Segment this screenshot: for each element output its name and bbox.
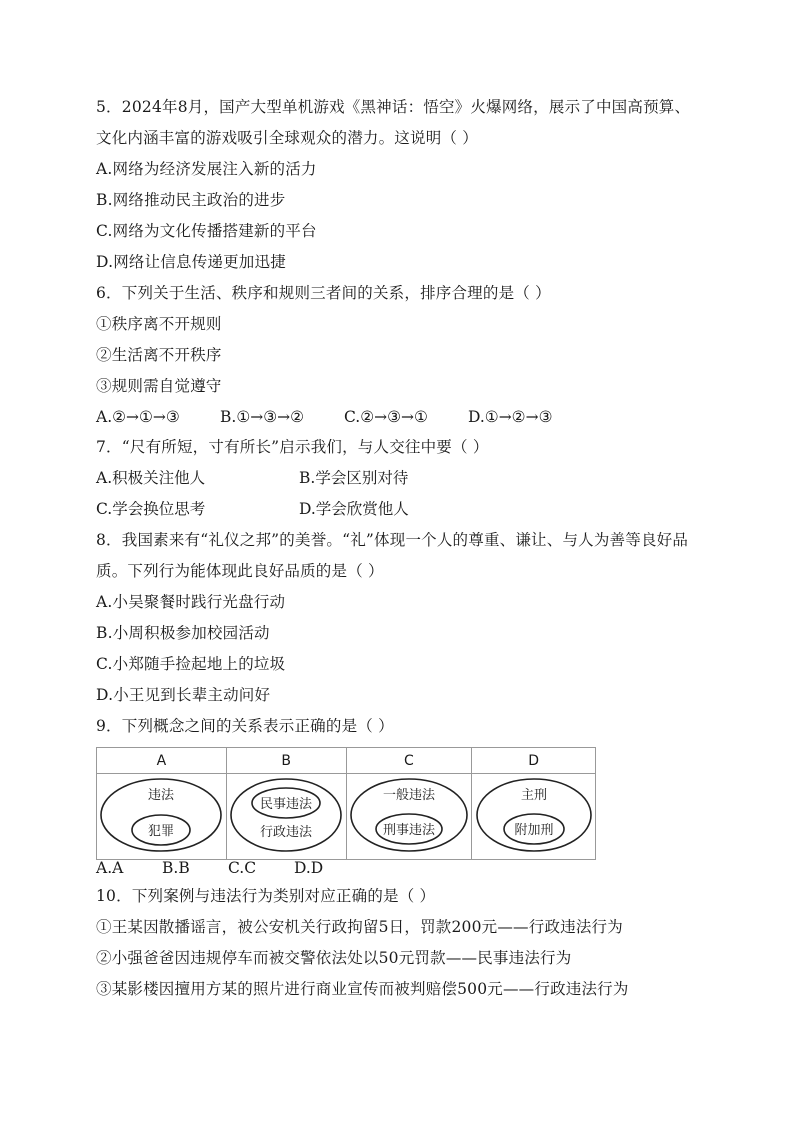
- q9-option-d: D.D: [294, 859, 324, 877]
- q9-option-b: B.B: [162, 859, 190, 877]
- q9-col-b-header: B: [226, 748, 346, 774]
- inner-label: 附加刑: [514, 822, 554, 838]
- inner-label: 民事违法: [260, 796, 313, 812]
- q9-stem: 9．下列概念之间的关系表示正确的是（ ）: [96, 717, 394, 735]
- q7-stem: 7．“尺有所短，寸有所长”启示我们，与人交往中要（ ）: [96, 438, 489, 456]
- q6-option-d: D.①→②→③: [468, 408, 553, 426]
- q9-diagram-d-svg: [473, 775, 595, 855]
- q9-concept-diagram-table: [96, 747, 596, 860]
- q7-option-c: C.学会换位思考: [96, 500, 206, 518]
- q8-option-a: A.小吴聚餐时践行光盘行动: [96, 593, 286, 611]
- q8-option-c: C.小郑随手捡起地上的垃圾: [96, 655, 286, 673]
- q7-option-b: B.学会区别对待: [299, 469, 409, 487]
- q6-option-b: B.①→③→②: [220, 408, 304, 426]
- q10-stem: 10．下列案例与违法行为类别对应正确的是（ ）: [96, 887, 436, 905]
- q10-item-2: ②小强爸爸因违规停车而被交警依法处以50元罚款——民事违法行为: [96, 949, 572, 967]
- q10-item-1: ①王某因散播谣言，被公安机关行政拘留5日，罚款200元——行政违法行为: [96, 918, 623, 936]
- q6-item-2: ②生活离不开秩序: [96, 346, 222, 364]
- q8-option-b: B.小周积极参加校园活动: [96, 624, 270, 642]
- q7-option-a: A.积极关注他人: [96, 469, 206, 487]
- q9-diagram-c-svg: [347, 775, 471, 855]
- q9-diagram-a: [97, 774, 227, 860]
- q8-option-d: D.小王见到长辈主动问好: [96, 686, 271, 704]
- q5-stem-line1: 5．2024年8月，国产大型单机游戏《黑神话：悟空》火爆网络，展示了中国高预算、: [96, 98, 691, 116]
- q9-diagram-d: [472, 774, 596, 860]
- q10-item-3: ③某影楼因擅用方某的照片进行商业宣传而被判赔偿500元——行政违法行为: [96, 980, 629, 998]
- q9-option-c: C.C: [228, 859, 257, 877]
- q9-diagram-b: [226, 774, 346, 860]
- q6-item-1: ①秩序离不开规则: [96, 315, 222, 333]
- q6-item-3: ③规则需自觉遵守: [96, 377, 222, 395]
- q6-stem: 6．下列关于生活、秩序和规则三者间的关系，排序合理的是（ ）: [96, 284, 551, 302]
- q6-option-a: A.②→①→③: [96, 408, 180, 426]
- inner-label: 犯罪: [148, 823, 175, 839]
- inner-label: 刑事违法: [382, 822, 435, 838]
- q6-option-c: C.②→③→①: [344, 408, 428, 426]
- q9-col-c-header: C: [346, 748, 472, 774]
- q5-option-c: C.网络为文化传播搭建新的平台: [96, 222, 317, 240]
- outer-label: 违法: [148, 787, 175, 803]
- q8-stem-line1: 8．我国素来有“礼仪之邦”的美誉。“礼”体现一个人的尊重、谦让、与人为善等良好品: [96, 531, 689, 549]
- outer-label: 主刑: [520, 787, 547, 803]
- q9-diagram-b-svg: [227, 775, 345, 855]
- outer-label: 一般违法: [382, 787, 435, 803]
- q5-option-a: A.网络为经济发展注入新的活力: [96, 160, 317, 178]
- q5-stem-line2: 文化内涵丰富的游戏吸引全球观众的潜力。这说明（ ）: [96, 129, 478, 147]
- q9-diagram-c: [346, 774, 472, 860]
- q7-option-d: D.学会欣赏他人: [299, 500, 409, 518]
- q5-option-d: D.网络让信息传递更加迅捷: [96, 253, 286, 271]
- q8-stem-line2: 质。下列行为能体现此良好品质的是（ ）: [96, 562, 384, 580]
- outer-label: 行政违法: [260, 824, 313, 840]
- outer-ellipse: [231, 779, 341, 851]
- q9-col-d-header: D: [472, 748, 596, 774]
- q9-diagram-a-svg: [97, 775, 225, 855]
- q9-col-a-header: A: [97, 748, 227, 774]
- q9-option-a: A.A: [96, 859, 124, 877]
- q5-option-b: B.网络推动民主政治的进步: [96, 191, 286, 209]
